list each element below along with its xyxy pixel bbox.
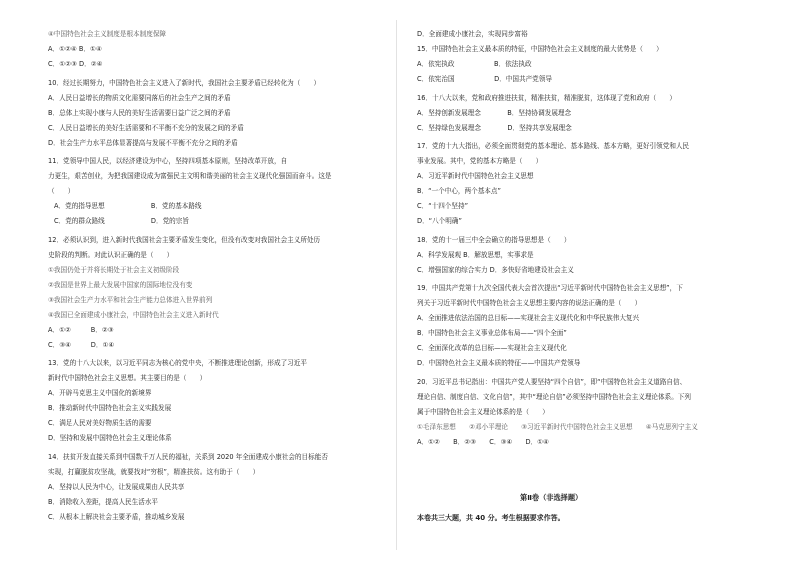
question-line: B．总体上实现小康与人民的美好生活需要日益广泛之间的矛盾	[48, 108, 231, 117]
question-line: ①毛泽东思想 ②邓小平理论 ③习近平新时代中国特色社会主义思想 ④马克思列宁主义	[417, 422, 698, 431]
question-line: A．①②④ B．①④	[48, 45, 102, 53]
question-line: 13．党的十八大以来，以习近平同志为核心的党中央，不断推进理论创新，形成了习近平	[48, 359, 307, 367]
question-line: ③我国社会生产力水平和社会生产能力总体进入世界前列	[48, 295, 213, 304]
question-line: 11．党领导中国人民，以经济建设为中心，坚持四项基本原则，坚持改革开放，自	[48, 157, 288, 165]
question-line: ④中国特色社会主义制度是根本制度保障	[48, 30, 167, 38]
question-line: A．科学发展观 B．解放思想，实事求是	[417, 250, 534, 259]
question-line: 12．必须认识到，进入新时代我国社会主要矛盾发生变化，但没有改变对我国社会主义所处历	[48, 235, 321, 244]
question-line: 14．扶贫开发直接关系到中国数千万人民的福祉，关系到 2020 年全面建成小康社会的目标能否	[48, 452, 328, 461]
question-line: 19．中国共产党第十九次全国代表大会首次提出“习近平新时代中国特色社会主义思想”，下	[417, 284, 683, 292]
question-line: B．推动新时代中国特色社会主义实践发展	[48, 404, 172, 412]
question-line: 理论自信、制度自信、文化自信”，其中“理论自信”必须坚持中国特色社会主义理论体系。下列	[417, 392, 691, 401]
question-line: A．①② B．②③ C．③④ D．①④	[417, 437, 549, 446]
section-instructions: 本卷共三大题，共 40 分。考生根据要求作答。	[417, 514, 565, 522]
question-line: A．党的指导思想 B．党的基本路线	[54, 202, 202, 210]
question-line: A．坚持创新发展理念 B．坚持协调发展理念	[417, 108, 572, 117]
question-line: D．“八个明确”	[417, 217, 462, 225]
right-column	[417, 30, 747, 453]
question-line: 20．习近平总书记指出：中国共产党人要坚持“四个自信”，即“中国特色社会主义道路自信、	[417, 377, 687, 386]
question-line: C．依宪治国 D．中国共产党领导	[417, 75, 552, 83]
question-line: C．增强国家的综合实力 D．多快好省地建设社会主义	[417, 265, 574, 274]
question-line: A．①② B．②③	[48, 325, 114, 334]
question-line: C．党的群众路线 D．党的宗旨	[54, 217, 189, 225]
question-line: 属于中国特色社会主义理论体系的是（ ）	[417, 407, 549, 416]
question-line: 史阶段的判断。对此认识正确的是（ ）	[48, 250, 174, 259]
question-line: C．全面深化改革的总目标——实现社会主义现代化	[417, 344, 567, 352]
question-line: 17．党的十九大指出，必须全面贯彻党的基本理论、基本路线、基本方略，更好引领党和人民	[417, 142, 690, 150]
left-column	[48, 30, 378, 528]
question-line: 16．十八大以来，党和政府推进扶贫，精准扶贫，精准脱贫，这体现了党和政府（ ）	[417, 93, 676, 102]
question-line: 新时代中国特色社会主义思想。其主要目的是（ ）	[48, 374, 207, 382]
question-line: C．满足人民对美好物质生活的需要	[48, 419, 152, 427]
question-line: A．依宪执政 B．依法执政	[417, 60, 532, 68]
question-line: 18．党的十一届三中全会确立的指导思想是（ ）	[417, 235, 571, 244]
question-line: 实现，打赢脱贫攻坚战，就要找对“穷根”，精准扶贫。这有助于（ ）	[48, 467, 260, 476]
question-line: 15．中国特色社会主义最本质的特征，中国特色社会主义制度的最大优势是（ ）	[417, 45, 663, 53]
question-line: A．习近平新时代中国特色社会主义思想	[417, 172, 534, 180]
question-line: A．人民日益增长的物质文化需要同落后的社会生产之间的矛盾	[48, 93, 231, 102]
question-line: A．坚持以人民为中心，让发展成果由人民共享	[48, 482, 185, 491]
question-line: A．全面推进依法治国的总目标——实现社会主义现代化和中华民族伟大复兴	[417, 314, 640, 322]
section-title: 第Ⅱ卷（非选择题）	[520, 493, 583, 502]
question-line: 10．经过长期努力，中国特色社会主义进入了新时代，我国社会主要矛盾已经转化为（ ）	[48, 78, 321, 87]
question-line: C．①②③ D．②④	[48, 60, 103, 68]
question-line: A．开辟马克思主义中国化的新境界	[48, 389, 152, 397]
question-line: 列关于习近平新时代中国特色社会主义思想主要内容的说法正确的是（ ）	[417, 299, 642, 307]
question-line: D．社会生产力水平总体显著提高与发展不平衡不充分之间的矛盾	[48, 138, 238, 147]
question-line: 事业发展。其中，党的基本方略是（ ）	[417, 157, 543, 165]
question-line: C．坚持绿色发展理念 D．坚持共享发展理念	[417, 123, 572, 132]
question-line: 力更生，艰苦创业，为把我国建设成为富强民主文明和谐美丽的社会主义现代化强国而奋斗。这是	[48, 172, 332, 180]
question-line: C．“十四个坚持”	[417, 202, 468, 210]
question-line: C．从根本上解决社会主要矛盾，推动城乡发展	[48, 512, 185, 521]
question-line: D．全面建成小康社会，实现同步富裕	[417, 30, 528, 38]
question-line: C．③④ D．①④	[48, 340, 115, 349]
question-line: D．坚持和发展中国特色社会主义理论体系	[48, 434, 172, 442]
question-line: （ ）	[48, 187, 75, 195]
question-line: B．消除收入差距，提高人民生活水平	[48, 497, 159, 506]
question-line: B．中国特色社会主义事业总体布局——“四个全面”	[417, 329, 567, 337]
question-line: D．中国特色社会主义最本质的特征——中国共产党领导	[417, 359, 581, 367]
question-line: B．“一个中心，两个基本点”	[417, 187, 501, 195]
question-line: ①我国仍处于并将长期处于社会主义初级阶段	[48, 265, 180, 274]
question-line: ②我国是世界上最大发展中国家的国际地位没有变	[48, 280, 193, 289]
question-line: C．人民日益增长的美好生活需要和不平衡不充分的发展之间的矛盾	[48, 123, 244, 132]
column-divider	[396, 20, 397, 550]
question-line: ④我国已全面建成小康社会，中国特色社会主义进入新时代	[48, 310, 219, 319]
